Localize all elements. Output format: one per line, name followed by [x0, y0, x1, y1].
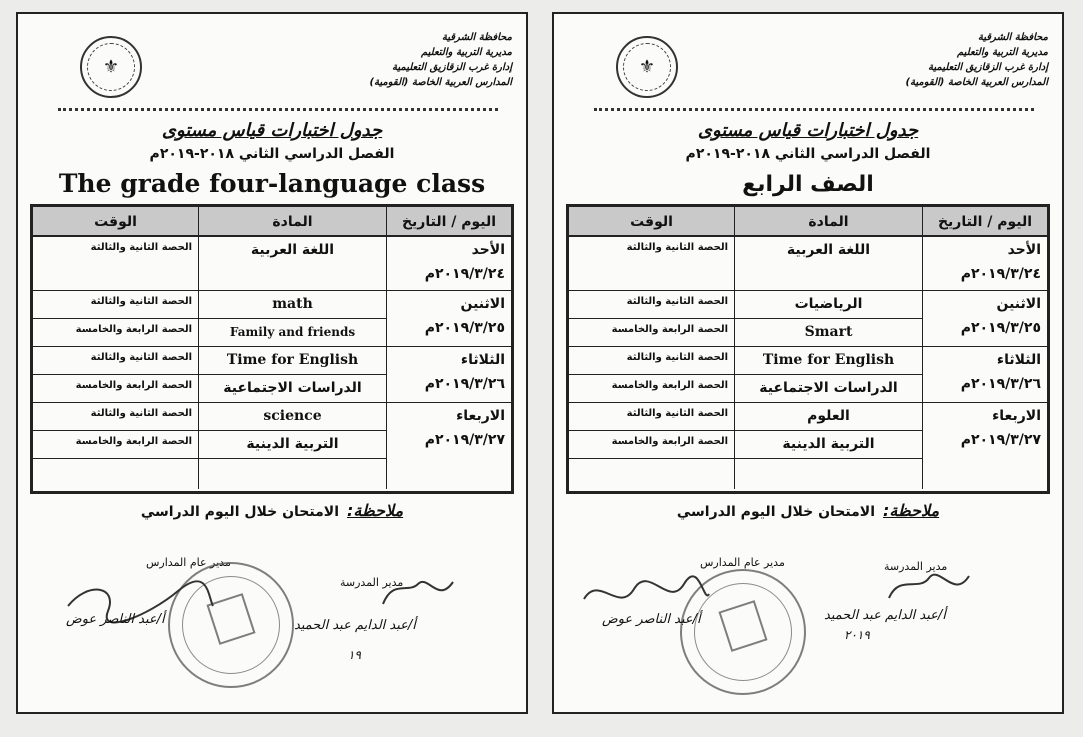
day-date: ٢٠١٩/٣/٢٤م: [960, 266, 1041, 282]
day-cell: [922, 237, 1047, 291]
year-mark: ٢٠١٩: [844, 628, 870, 642]
day-cell: [922, 347, 1047, 403]
time-cell: الحصة الرابعة والخامسة: [569, 375, 734, 403]
sheet-header: [905, 30, 1048, 90]
header-line: محافظة الشرقية: [977, 32, 1048, 43]
time-cell: الحصة الرابعة والخامسة: [33, 431, 198, 459]
note-label: ملاحظة:: [347, 501, 404, 520]
day-date: ٢٠١٩/٣/٢٧م: [960, 432, 1041, 448]
director-general-label: مدير عام المدارس: [146, 556, 231, 569]
subject-cell: التربية الدينية: [734, 431, 922, 459]
time-cell: الحصة الثانية والثالثة: [33, 347, 198, 375]
school-director-label: مدير المدرسة: [340, 576, 404, 589]
subject-cell: الرياضيات: [734, 291, 922, 319]
day-date: ٢٠١٩/٣/٢٧م: [424, 432, 505, 448]
dotted-divider: [58, 108, 498, 111]
time-cell: الحصة الرابعة والخامسة: [33, 319, 198, 347]
column-header-time: الوقت: [569, 207, 734, 237]
time-cell: الحصة الرابعة والخامسة: [33, 375, 198, 403]
time-cell: الحصة الثانية والثالثة: [33, 237, 198, 291]
day-cell: [386, 347, 511, 403]
time-cell: الحصة الثانية والثالثة: [569, 403, 734, 431]
school-logo-icon: ⚜: [80, 36, 142, 98]
signature-school-director: [378, 574, 458, 614]
header-line: المدارس العربية الخاصة (القومية): [369, 77, 512, 88]
column-header-day: اليوم / التاريخ: [386, 207, 511, 237]
day-name: الاربعاء: [992, 408, 1041, 424]
note: [554, 501, 1062, 520]
day-date: ٢٠١٩/٣/٢٦م: [424, 376, 505, 392]
note-text: الامتحان خلال اليوم الدراسي: [140, 504, 340, 520]
day-name: الثلاثاء: [996, 352, 1041, 368]
time-cell: الحصة الثانية والثالثة: [33, 291, 198, 319]
day-date: ٢٠١٩/٣/٢٥م: [960, 320, 1041, 336]
sheet-header: [369, 30, 512, 90]
time-cell: الحصة الثانية والثالثة: [33, 403, 198, 431]
signature-school-director: [884, 570, 974, 610]
schedule-sheet-grade-four: [552, 12, 1064, 714]
day-name: الأحد: [1007, 242, 1041, 258]
subject-cell: اللغة العربية: [198, 237, 386, 291]
day-name: الاثنين: [460, 296, 505, 312]
sheet-title: جدول اختبارات قياس مستوى: [697, 120, 919, 141]
day-cell: [922, 291, 1047, 347]
class-name: The grade four-language class: [58, 169, 486, 198]
subject-cell: اللغة العربية: [734, 237, 922, 291]
time-cell: الحصة الثانية والثالثة: [569, 347, 734, 375]
day-cell: [386, 237, 511, 291]
dotted-divider: [594, 108, 1034, 111]
header-line: مديرية التربية والتعليم: [956, 47, 1048, 58]
school-logo-icon: ⚜: [616, 36, 678, 98]
day-date: ٢٠١٩/٣/٢٤م: [424, 266, 505, 282]
day-date: ٢٠١٩/٣/٢٥م: [424, 320, 505, 336]
note-text: الامتحان خلال اليوم الدراسي: [676, 504, 876, 520]
director-general-name: أ/عبد الناصر عوض: [66, 612, 165, 627]
year-mark: ١٩: [348, 648, 361, 662]
day-cell: [922, 403, 1047, 489]
time-cell: الحصة الرابعة والخامسة: [569, 319, 734, 347]
subject-cell: التربية الدينية: [198, 431, 386, 459]
time-cell: الحصة الثانية والثالثة: [569, 237, 734, 291]
subject-cell: العلوم: [734, 403, 922, 431]
column-header-subject: المادة: [734, 207, 922, 237]
school-director-label: مدير المدرسة: [884, 560, 948, 573]
day-cell: [386, 403, 511, 489]
day-name: الأحد: [471, 242, 505, 258]
subject-cell: Time for English: [734, 347, 922, 375]
day-name: الاثنين: [996, 296, 1041, 312]
empty-cell: [33, 459, 198, 489]
time-cell: الحصة الثانية والثالثة: [569, 291, 734, 319]
empty-cell: [734, 459, 922, 489]
column-header-subject: المادة: [198, 207, 386, 237]
note-label: ملاحظة:: [883, 501, 940, 520]
director-general-name: أ/عبد الناصر عوض: [602, 612, 701, 627]
column-header-time: الوقت: [33, 207, 198, 237]
day-name: الاربعاء: [456, 408, 505, 424]
header-line: محافظة الشرقية: [441, 32, 512, 43]
subject-cell: Smart: [734, 319, 922, 347]
director-general-label: مدير عام المدارس: [700, 556, 785, 569]
column-header-day: اليوم / التاريخ: [922, 207, 1047, 237]
empty-cell: [569, 459, 734, 489]
exam-schedule-table: [30, 204, 514, 494]
header-line: إدارة غرب الزقازيق التعليمية: [928, 62, 1048, 73]
day-date: ٢٠١٩/٣/٢٦م: [960, 376, 1041, 392]
schedule-sheet-language-class: [16, 12, 528, 714]
subject-cell: science: [198, 403, 386, 431]
exam-schedule-table: [566, 204, 1050, 494]
header-line: المدارس العربية الخاصة (القومية): [905, 77, 1048, 88]
day-name: الثلاثاء: [460, 352, 505, 368]
day-cell: [386, 291, 511, 347]
subject-cell: math: [198, 291, 386, 319]
subject-cell: الدراسات الاجتماعية: [198, 375, 386, 403]
sheet-title: جدول اختبارات قياس مستوى: [161, 120, 383, 141]
empty-cell: [198, 459, 386, 489]
school-director-name: أ/عبد الدايم عبد الحميد: [824, 608, 946, 623]
header-line: إدارة غرب الزقازيق التعليمية: [392, 62, 512, 73]
school-director-name: أ/عبد الدايم عبد الحميد: [294, 618, 416, 633]
header-line: مديرية التربية والتعليم: [420, 47, 512, 58]
subject-cell: Time for English: [198, 347, 386, 375]
term-label: الفصل الدراسي الثاني ٢٠١٨-٢٠١٩م: [685, 146, 931, 162]
note: [18, 501, 526, 520]
subject-cell: الدراسات الاجتماعية: [734, 375, 922, 403]
subject-cell: Family and friends: [198, 319, 386, 347]
term-label: الفصل الدراسي الثاني ٢٠١٨-٢٠١٩م: [149, 146, 395, 162]
class-name: الصف الرابع: [742, 172, 874, 197]
time-cell: الحصة الرابعة والخامسة: [569, 431, 734, 459]
